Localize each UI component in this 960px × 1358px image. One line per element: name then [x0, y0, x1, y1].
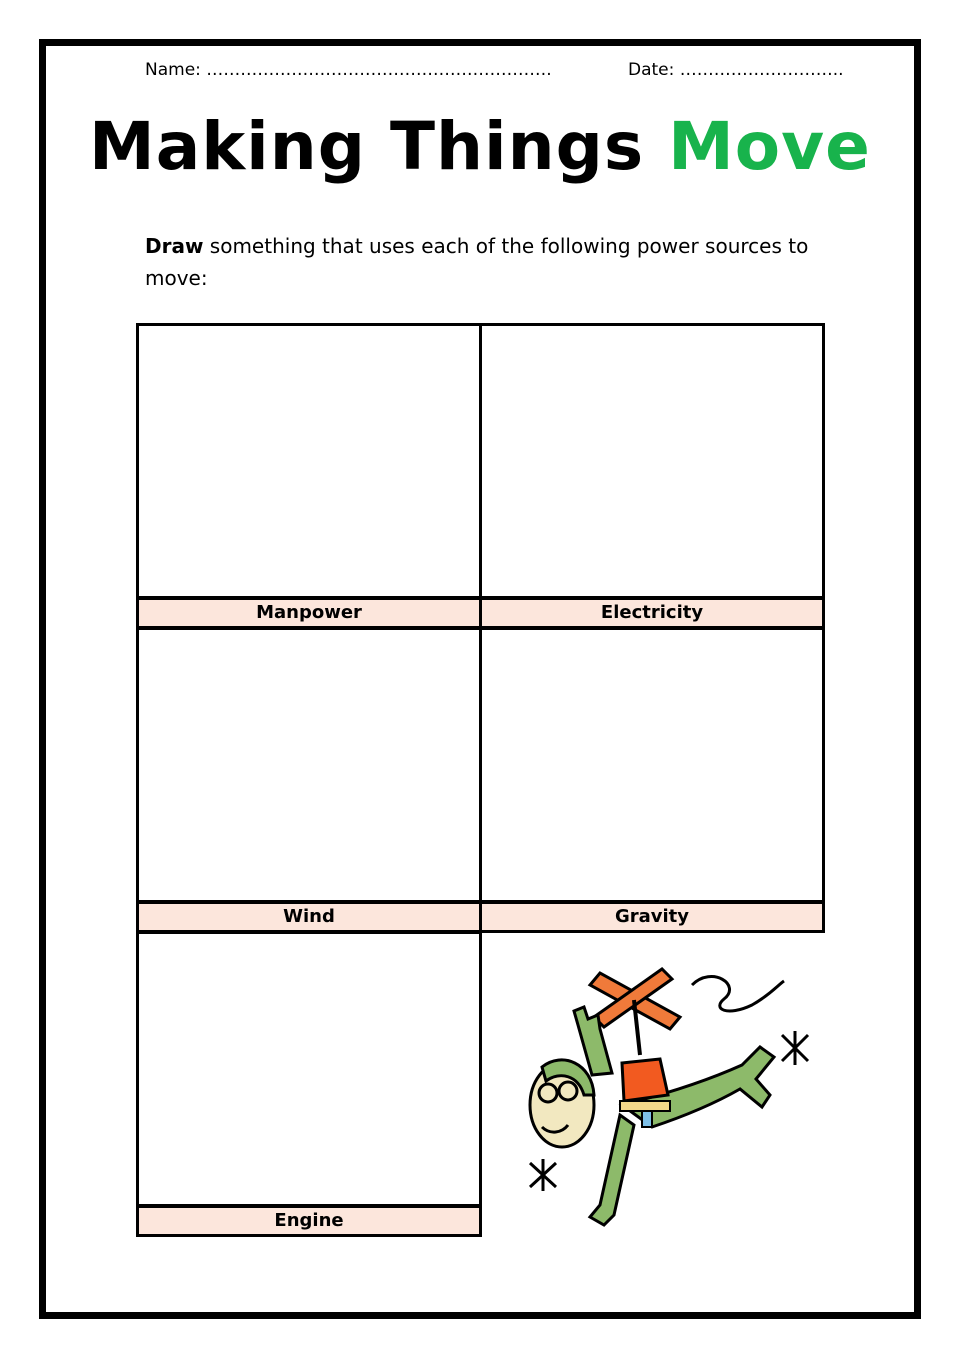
- drawing-box-engine[interactable]: [136, 931, 482, 1207]
- name-field[interactable]: Name: …………………………………………………….: [145, 60, 552, 80]
- drawing-box-electricity[interactable]: [479, 323, 825, 599]
- label-electricity: Electricity: [479, 597, 825, 629]
- label-manpower: Manpower: [136, 597, 482, 629]
- drawing-box-manpower[interactable]: [136, 323, 482, 599]
- flying-propeller-person-icon: [512, 955, 832, 1240]
- label-gravity: Gravity: [479, 901, 825, 933]
- drawing-box-wind[interactable]: [136, 627, 482, 903]
- label-engine: Engine: [136, 1205, 482, 1237]
- label-wind: Wind: [136, 901, 482, 933]
- title-part-2: Move: [668, 108, 871, 185]
- instructions-text: something that uses each of the following power sources to move:: [145, 234, 809, 290]
- drawing-box-gravity[interactable]: [479, 627, 825, 903]
- page-title: [0, 108, 960, 185]
- instructions-bold: Draw: [145, 234, 204, 258]
- instructions: [145, 230, 825, 294]
- date-field[interactable]: Date: ………………………..: [628, 60, 844, 80]
- title-part-1: Making Things: [89, 108, 645, 185]
